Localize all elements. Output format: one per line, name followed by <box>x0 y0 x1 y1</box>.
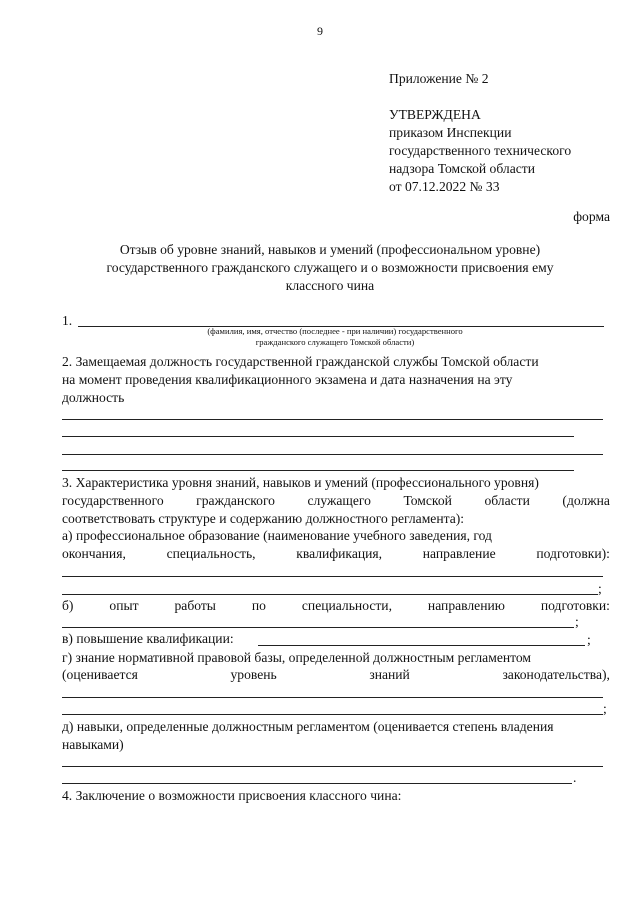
item-2-text <box>62 353 610 407</box>
position-field-line-1[interactable] <box>62 419 603 420</box>
skills-period: . <box>573 770 577 785</box>
title-line-2: государственного гражданского служащего и о возможности присвоения ему <box>106 260 554 275</box>
document-title <box>60 241 600 295</box>
item-2-line-1: 2. Замещаемая должность государственной гражданской службы Томской области <box>62 354 539 369</box>
caption-line-2: гражданского служащего Томской области) <box>255 337 415 347</box>
position-field-line-4[interactable] <box>62 470 574 471</box>
education-semicolon: ; <box>598 581 602 596</box>
page-number: 9 <box>317 24 323 38</box>
item-3g-line-1: г) знание нормативной правовой базы, определенной должностным регламентом <box>62 650 532 665</box>
item-2-line-3: должность <box>62 390 125 405</box>
approval-line-3: надзора Томской области <box>389 161 535 176</box>
experience-field[interactable] <box>62 627 574 628</box>
title-line-1: Отзыв об уровне знаний, навыков и умений (профессиональном уровне) <box>119 242 541 257</box>
skills-field-line-1[interactable] <box>62 766 603 767</box>
qualification-field[interactable] <box>258 645 585 646</box>
item-3-line-1: 3. Характеристика уровня знаний, навыков и умений (профессионального уровня) <box>62 475 539 490</box>
appendix-label: Приложение № 2 <box>389 71 489 86</box>
item-3b-line: б) опыт работы по специальности, направлению подготовки: <box>62 598 610 613</box>
item-3v-label: в) повышение квалификации: <box>62 631 234 646</box>
approval-line-4: от 07.12.2022 № 33 <box>389 179 500 194</box>
item-1-number: 1. <box>62 313 73 328</box>
education-field-line-1[interactable] <box>62 576 603 577</box>
legal-knowledge-semicolon: ; <box>603 701 607 716</box>
legal-knowledge-field-line-2[interactable] <box>62 714 603 715</box>
item-3a-line-1: а) профессиональное образование (наименование учебного заведения, год <box>62 528 492 543</box>
approved-label: УТВЕРЖДЕНА <box>389 107 481 122</box>
qualification-semicolon: ; <box>587 632 591 647</box>
legal-knowledge-field-line-1[interactable] <box>62 697 603 698</box>
position-field-line-3[interactable] <box>62 454 603 455</box>
item-3a-line-2: окончания, специальность, квалификация, направление подготовки): <box>62 546 610 561</box>
item-4-text: 4. Заключение о возможности присвоения классного чина: <box>62 788 402 803</box>
caption-line-1: (фамилия, имя, отчество (последнее - при наличии) государственного <box>207 326 463 336</box>
experience-semicolon: ; <box>575 614 579 629</box>
education-field-line-2[interactable] <box>62 594 598 595</box>
title-line-3: классного чина <box>285 278 375 293</box>
approval-line-2: государственного технического <box>389 143 572 158</box>
skills-field-line-2[interactable] <box>62 783 572 784</box>
item-3g-line-2: (оценивается уровень знаний законодательства), <box>62 667 610 682</box>
approval-block <box>389 70 571 196</box>
position-field-line-2[interactable] <box>62 436 574 437</box>
item-3-line-2: государственного гражданского служащего Томской области (должна <box>62 493 610 508</box>
approval-line-1: приказом Инспекции <box>389 125 512 140</box>
item-3d-line-2: навыками) <box>62 737 124 752</box>
full-name-caption <box>160 326 510 348</box>
item-3d-line-1: д) навыки, определенные должностным регламентом (оценивается степень владения <box>62 719 554 734</box>
item-2-line-2: на момент проведения квалификационного экзамена и дата назначения на эту <box>62 372 513 387</box>
item-3-line-3: соответствовать структуре и содержанию должностного регламента): <box>62 511 465 526</box>
form-label: форма <box>573 209 610 224</box>
